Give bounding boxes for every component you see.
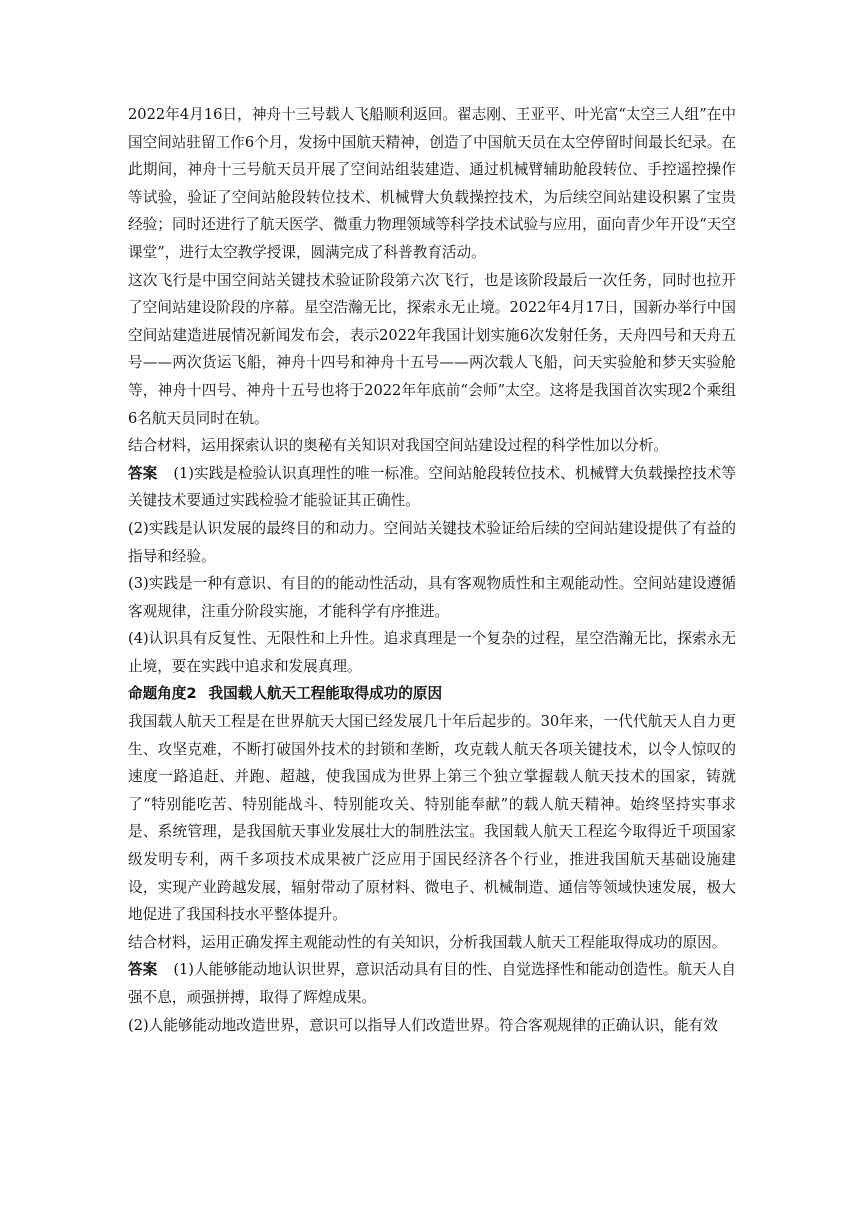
section-number: 命题角度2 [128,685,197,703]
answer-1-item-3: (3)实践是一种有意识、有目的的能动性活动，具有客观物质性和主观能动性。空间站建设遵循客观规律，注重分阶段实施，才能科学有序推进。 [128,575,736,620]
section-title: 我国载人航天工程能取得成功的原因 [208,685,443,703]
document-body [128,101,736,1039]
answer-label: 答案 [128,464,158,482]
section-heading [128,680,736,708]
answer-1-item-2: (2)实践是认识发展的最终目的和动力。空间站关键技术验证给后续的空间站建设提供了有益的指导和经验。 [128,519,736,565]
question-1: 结合材料，运用探索认识的奥秘有关知识对我国空间站建设过程的科学性加以分析。 [128,437,668,455]
material-1-paragraph-1: 2022年4月16日，神舟十三号载人飞船顺利返回。翟志刚、王亚平、叶光富“太空三人组”在中国空间站驻留工作6个月，发扬中国航天精神，创造了中国航天员在太空停留时间最长纪录。在此期间，神舟十三号航天员开展了空间站组装建造、通过机械臂辅助舱段转位、手控遥控操作等试验，验证了空间站舱段转位技术、机械臂大负载操控技术，为后续空间站建设积累了宝贵经验；同时还进行了航天医学、微重力物理领域等科学技术试验与应用，面向青少年开设“天空课堂”，进行太空教学授课，圆满完成了科普教育活动。 [128,106,736,261]
answer-2-item-1: 答案 (1)人能够能动地认识世界，意识活动具有目的性、自觉选择性和能动创造性。航天人自强不息，顽强拼搏，取得了辉煌成果。 [128,961,736,1006]
answer-1-item-4: (4)认识具有反复性、无限性和上升性。追求真理是一个复杂的过程，星空浩瀚无比，探索永无止境，要在实践中追求和发展真理。 [128,630,736,675]
answer-2-item-2: (2)人能够能动地改造世界，意识可以指导人们改造世界。符合客观规律的正确认识，能有效 [128,1016,718,1034]
material-1-paragraph-2: 这次飞行是中国空间站关键技术验证阶段第六次飞行，也是该阶段最后一次任务，同时也拉开了空间站建设阶段的序幕。星空浩瀚无比，探索永无止境。2022年4月17日，国新办举行中国空间站建造进展情况新闻发布会，表示2022年我国计划实施6次发射任务，天舟四号和天舟五号——两次货运飞船，神舟十四号和神舟十五号——两次载人飞船，问天实验舱和梦天实验舱等，神舟十四号、神舟十五号也将于2022年年底前“会师”太空。这将是我国首次实现2个乘组6名航天员同时在轨。 [128,271,736,427]
answer-label: 答案 [128,961,158,979]
question-2: 结合材料，运用正确发挥主观能动性的有关知识，分析我国载人航天工程能取得成功的原因。 [128,933,727,951]
answer-1-item-1: 答案 (1)实践是检验认识真理性的唯一标准。空间站舱段转位技术、机械臂大负载操控技术等关键技术要通过实践检验才能验证其正确性。 [128,464,736,510]
material-2-paragraph: 我国载人航天工程是在世界航天大国已经发展几十年后起步的。30年来，一代代航天人自力更生、攻坚克难，不断打破国外技术的封锁和垄断，攻克载人航天各项关键技术，以令人惊叹的速度一路追赶、并跑、超越，使我国成为世界上第三个独立掌握载人航天技术的国家，铸就了“特别能吃苦、特别能战斗、特别能攻关、特别能奉献”的载人航天精神。始终坚持实事求是、系统管理，是我国航天事业发展壮大的制胜法宝。我国载人航天工程迄今取得近千项国家级发明专利，两千多项技术成果被广泛应用于国民经济各个行业，推进我国航天基础设施建设，实现产业跨越发展，辐射带动了原材料、微电子、机械制造、通信等领域快速发展，极大地促进了我国科技水平整体提升。 [128,713,736,924]
